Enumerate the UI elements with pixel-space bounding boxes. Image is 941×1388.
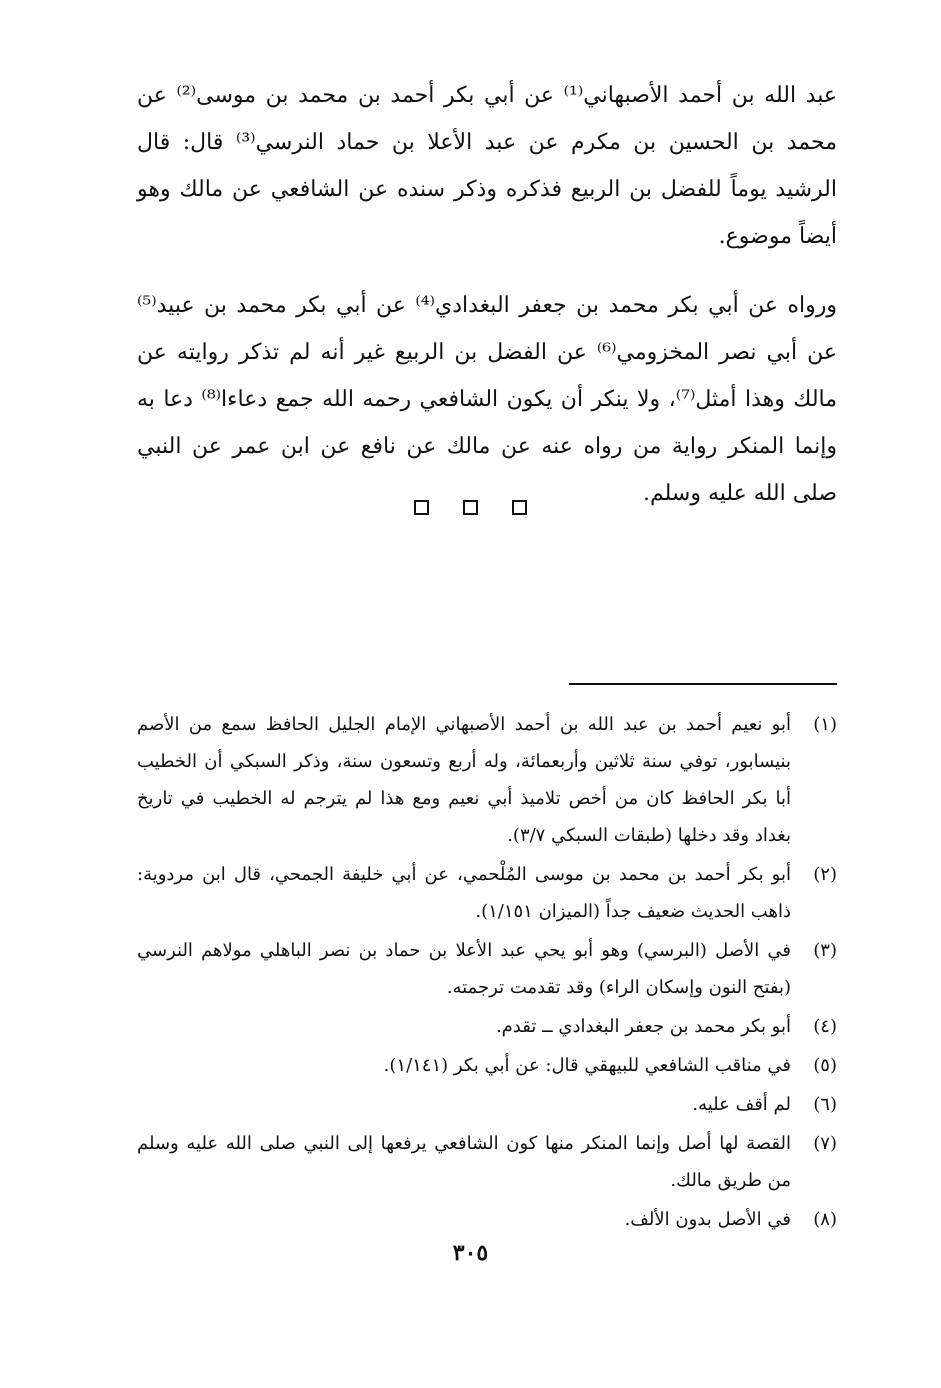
footnote-text: أبو بكر أحمد بن محمد بن موسى المُلْحمي، عن أبي خليفة الجمحي، قال ابن مردوية: ذاهب الحديث ضعيف جداً (الميزان ١/١٥١). <box>137 864 791 922</box>
footnote-item <box>137 1125 837 1199</box>
square-ornament-icon <box>463 500 478 515</box>
footnote-number: (٢) <box>813 864 837 885</box>
footnote-item <box>137 1201 837 1238</box>
footnote-text: لم أقف عليه. <box>692 1094 791 1115</box>
footnote-item <box>137 1086 837 1123</box>
footnotes <box>137 706 837 1240</box>
footnote-number: (٣) <box>813 940 837 961</box>
footnote-item <box>137 932 837 1006</box>
footnote-text: أبو نعيم أحمد بن عبد الله بن أحمد الأصبهاني الإمام الجليل الحافظ سمع من الأصم بنيسابور، توفي سنة ثلاثين وأربعمائة، وله أربع وتسعون سنة، وذكر السبكي أن الخطيب أبا بكر الحافظ كان من أخص تلاميذ أبي نعيم ومع هذا لم يترجم له الخطيب في تاريخ بغداد وقد دخلها (طبقات السبكي ٣/٧). <box>137 714 791 846</box>
footnote-text: في مناقب الشافعي للبيهقي قال: عن أبي بكر (١/١٤١). <box>383 1055 791 1076</box>
footnote-item <box>137 1047 837 1084</box>
footnote-text: في الأصل بدون الألف. <box>624 1209 791 1230</box>
footnote-item <box>137 706 837 854</box>
section-separator <box>0 500 941 515</box>
footnote-number: (٧) <box>813 1133 837 1154</box>
footnote-text: أبو بكر محمد بن جعفر البغدادي ــ تقدم. <box>495 1016 791 1037</box>
footnote-item <box>137 856 837 930</box>
footnote-number: (٥) <box>813 1055 837 1076</box>
footnote-number: (١) <box>813 714 837 735</box>
footnote-number: (٤) <box>813 1016 837 1037</box>
footnote-number: (٨) <box>813 1209 837 1230</box>
footnote-item <box>137 1008 837 1045</box>
page-number: ٣٠٥ <box>452 1240 489 1266</box>
square-ornament-icon <box>512 500 527 515</box>
footnote-divider <box>569 683 837 685</box>
paragraph-2: ورواه عن أبي بكر محمد بن جعفر البغدادي⁽⁴⁾ عن أبي بكر محمد بن عبيد⁽⁵⁾ عن أبي نصر المخزومي⁽⁶⁾ عن الفضل بن الربيع غير أنه لم تذكر روايته عن مالك وهذا أمثل⁽⁷⁾، ولا ينكر أن يكون الشافعي رحمه الله جمع دعاءا⁽⁸⁾ دعا به وإنما المنكر رواية من رواه عنه عن مالك عن نافع عن ابن عمر عن النبي صلى الله عليه وسلم. <box>137 293 838 506</box>
main-text <box>137 72 837 537</box>
footnote-number: (٦) <box>813 1094 837 1115</box>
paragraph-1: عبد الله بن أحمد الأصبهاني⁽¹⁾ عن أبي بكر أحمد بن محمد بن موسى⁽²⁾ عن محمد بن الحسين بن مكرم عن عبد الأعلا بن حماد النرسي⁽³⁾ قال: قال الرشيد يوماً للفضل بن الربيع فذكره وذكر سنده عن الشافعي عن مالك وهو أيضاً موضوع. <box>137 83 837 249</box>
square-ornament-icon <box>414 500 429 515</box>
footnote-text: في الأصل (البرسي) وهو أبو يحي عبد الأعلا بن حماد بن نصر الباهلي مولاهم النرسي (بفتح النون وإسكان الراء) وقد تقدمت ترجمته. <box>137 940 791 998</box>
footnote-text: القصة لها أصل وإنما المنكر منها كون الشافعي يرفعها إلى النبي صلى الله عليه وسلم من طريق مالك. <box>137 1133 791 1191</box>
